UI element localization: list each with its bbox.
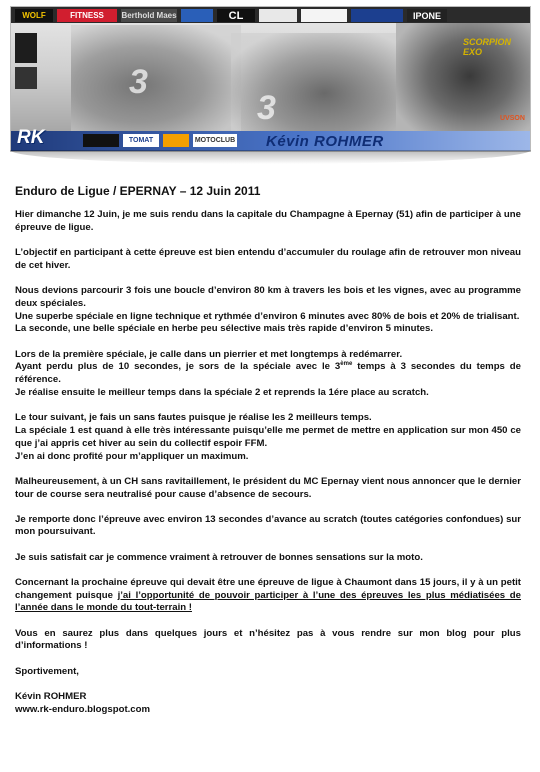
sponsor-logo-motoclub: MOTOCLUB xyxy=(193,134,237,147)
scorpion-logo: SCORPION EXO xyxy=(463,37,512,57)
paragraph-10: Vous en saurez plus dans quelques jours et n’hésitez pas à vous rendre sur mon blog pour plus d’informations ! xyxy=(15,627,521,652)
superscript-eme: ème xyxy=(340,361,353,368)
paragraph-5-line-3: J’en ai donc profité pour m’appliquer un maximum. xyxy=(15,450,249,462)
rider-photo-left xyxy=(71,25,241,133)
closing-line: Sportivement, xyxy=(15,665,79,677)
sponsor-logo-brakes xyxy=(259,9,297,22)
sponsor-logo-berthold: Berthold Maes xyxy=(121,11,177,20)
sponsor-logo-ipone: IPONE xyxy=(407,9,447,22)
race-number-right: 3 xyxy=(257,89,276,127)
side-badge-top xyxy=(15,33,37,63)
side-badge-bottom xyxy=(15,67,37,89)
signature-url: www.rk-enduro.blogspot.com xyxy=(15,703,151,715)
paragraph-2: L’objectif en participant à cette épreuve est bien entendu d’accumuler du roulage afin de retrouver mon niveau de cet hiver. xyxy=(15,246,521,271)
paragraph-4-line-3: Je réalise ensuite le meilleur temps dans la spéciale 2 et reprends la 1ére place au scratch. xyxy=(15,386,429,398)
header-banner xyxy=(10,6,531,152)
paragraph-5 xyxy=(15,412,521,463)
sponsor-logo-wolf: WOLF xyxy=(15,9,53,22)
sponsor-logo-blue xyxy=(181,9,213,22)
paragraph-8: Je suis satisfait car je commence vraiment à retrouver de bonnes sensations sur la moto. xyxy=(15,551,423,563)
paragraph-4 xyxy=(15,349,521,400)
paragraph-3-line-2: Une superbe spéciale en ligne technique et rythmée d’environ 6 minutes avec 80% de bois et 20% de trialisant. xyxy=(15,310,520,322)
sponsor-logo-racing xyxy=(83,134,119,147)
paragraph-9-underlined: j’ai l’opportunité de pouvoir participer à l’une des épreuves les plus médiatisées de l’année dans le monde du tout-terrain ! xyxy=(15,589,521,614)
sponsor-logo-tomat: TOMAT xyxy=(123,134,159,147)
paragraph-4-line-1: Lors de la première spéciale, je calle dans un pierrier et met longtemps à redémarrer. xyxy=(15,348,403,360)
paragraph-3-line-3: La seconde, une belle spéciale en herbe peu sélective mais très rapide d’environ 5 minutes. xyxy=(15,323,434,335)
signature-name: Kévin ROHMER xyxy=(15,690,87,702)
paragraph-4-line-2-start: Ayant perdu plus de 10 secondes, je sors de la spéciale avec le 3 xyxy=(15,361,341,373)
rider-name-strip: Kévin ROHMER xyxy=(266,133,384,150)
uvson-logo: UVSON xyxy=(500,115,525,122)
paragraph-3-line-1: Nous devions parcourir 3 fois une boucle d’environ 80 km à travers les bois et les vignes, avec au programme deux spéciales. xyxy=(15,284,521,309)
paragraph-5-line-2: La spéciale 1 est quand à elle très intéressante puisqu’elle me permet de mettre en application sur mon 450 ce que j’ai appris cet hiver au sein du collectif espoir FFM. xyxy=(15,424,521,449)
paragraph-9 xyxy=(15,577,521,615)
article-body xyxy=(15,184,521,716)
sponsor-logo-fitness: FITNESS xyxy=(57,9,117,22)
paragraph-7: Je remporte donc l’épreuve avec environ 13 secondes d’avance au scratch (toutes catégories confondues) sur mon poursuivant. xyxy=(15,513,521,538)
paragraph-6: Malheureusement, à un CH sans ravitaillement, le président du MC Epernay vient nous annoncer que le dernier tour de course sera neutralisé pour cause d’absence de secours. xyxy=(15,475,521,500)
paragraph-4-line-2 xyxy=(15,361,521,387)
signature-block xyxy=(15,691,521,717)
sponsor-logo-alsace xyxy=(351,9,403,22)
rk-logo: RK xyxy=(17,127,45,148)
paragraph-1: Hier dimanche 12 Juin, je me suis rendu dans la capitale du Champagne à Epernay (51) afin de participer à une épreuve de ligue. xyxy=(15,209,521,233)
paragraph-5-line-1: Le tour suivant, je fais un sans fautes puisque je réalise les 2 meilleurs temps. xyxy=(15,412,372,424)
article-title: Enduro de Ligue / EPERNAY – 12 Juin 2011 xyxy=(15,184,261,198)
paragraph-3 xyxy=(15,285,521,336)
sponsor-logo-orange xyxy=(163,134,189,147)
banner-shadow xyxy=(10,150,531,164)
sponsor-logo-cl: CL xyxy=(217,9,255,22)
race-number-left: 3 xyxy=(129,63,148,101)
paragraph-9-start: Concernant la prochaine épreuve qui devait être une épreuve de ligue à Chaumont dans 15 jours, il y à un petit changement puisque xyxy=(15,576,521,601)
paragraph-4-line-2-end: temps à 3 secondes du temps de référence. xyxy=(15,361,521,386)
sponsor-logo-white xyxy=(301,9,347,22)
